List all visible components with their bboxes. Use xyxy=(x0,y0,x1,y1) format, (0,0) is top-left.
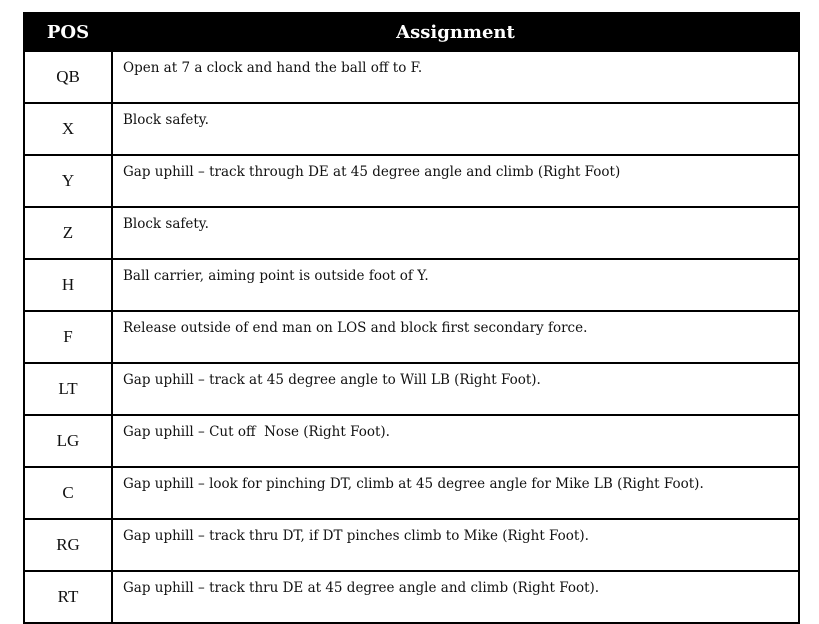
assignment-cell: Gap uphill – track thru DT, if DT pinches climb to Mike (Right Foot). xyxy=(112,519,799,571)
assignment-cell: Block safety. xyxy=(112,207,799,259)
assignment-cell: Open at 7 a clock and hand the ball off to F. xyxy=(112,51,799,103)
assignment-cell: Block safety. xyxy=(112,103,799,155)
table-row xyxy=(24,415,799,467)
table-row xyxy=(24,103,799,155)
table-row xyxy=(24,467,799,519)
table-row xyxy=(24,259,799,311)
assignment-cell: Release outside of end man on LOS and block first secondary force. xyxy=(112,311,799,363)
assignment-cell: Ball carrier, aiming point is outside foot of Y. xyxy=(112,259,799,311)
pos-cell: F xyxy=(24,311,112,363)
pos-cell: X xyxy=(24,103,112,155)
table-row xyxy=(24,571,799,623)
pos-cell: RG xyxy=(24,519,112,571)
pos-cell: C xyxy=(24,467,112,519)
table-row xyxy=(24,311,799,363)
table-row xyxy=(24,519,799,571)
assignment-cell: Gap uphill – track through DE at 45 degree angle and climb (Right Foot) xyxy=(112,155,799,207)
pos-cell: H xyxy=(24,259,112,311)
assignment-cell: Gap uphill – track at 45 degree angle to Will LB (Right Foot). xyxy=(112,363,799,415)
assignment-cell: Gap uphill – Cut off Nose (Right Foot). xyxy=(112,415,799,467)
assignment-table xyxy=(23,12,800,624)
assignment-cell: Gap uphill – track thru DE at 45 degree angle and climb (Right Foot). xyxy=(112,571,799,623)
pos-cell: LG xyxy=(24,415,112,467)
pos-header: POS xyxy=(24,13,112,51)
pos-cell: Y xyxy=(24,155,112,207)
table-row xyxy=(24,155,799,207)
header-row xyxy=(24,13,799,51)
assignment-header: Assignment xyxy=(112,13,799,51)
pos-cell: LT xyxy=(24,363,112,415)
pos-cell: Z xyxy=(24,207,112,259)
pos-cell: QB xyxy=(24,51,112,103)
table-row xyxy=(24,51,799,103)
table-row xyxy=(24,363,799,415)
pos-cell: RT xyxy=(24,571,112,623)
table-row xyxy=(24,207,799,259)
assignment-cell: Gap uphill – look for pinching DT, climb at 45 degree angle for Mike LB (Right Foot). xyxy=(112,467,799,519)
